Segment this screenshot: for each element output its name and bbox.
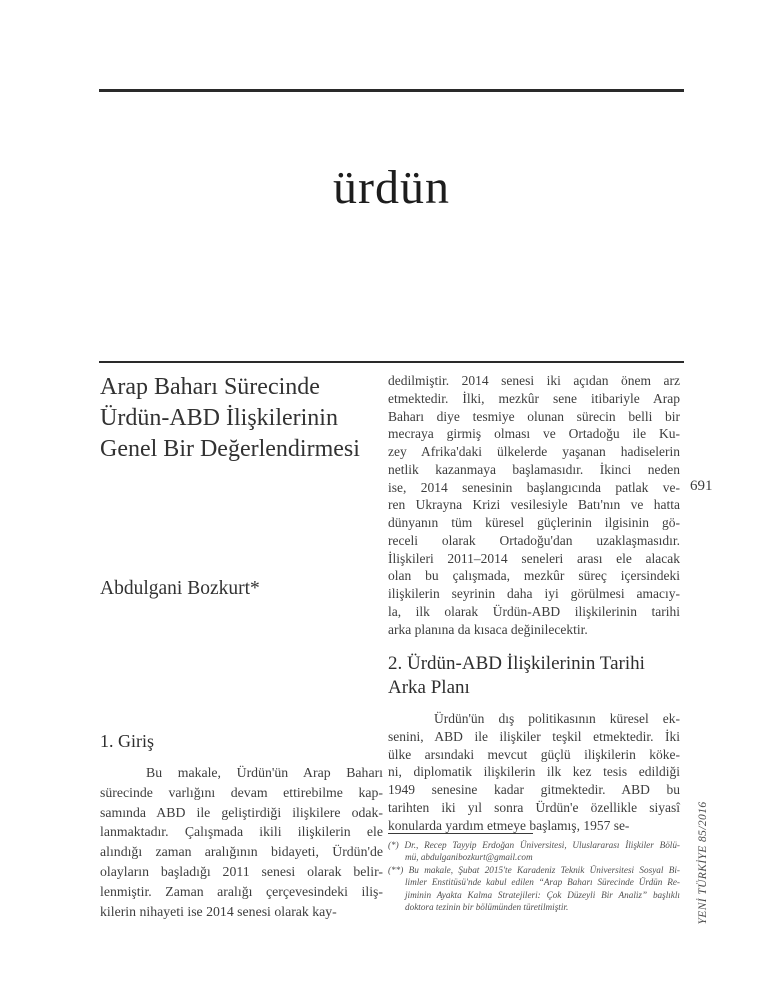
- author-name: Abdulgani Bozkurt*: [100, 578, 260, 599]
- text-line: Bu makale, Ürdün'ün Arap Baharı: [146, 765, 383, 780]
- history-paragraph: [388, 710, 680, 834]
- text-line: etmektedir. İlki, mezkûr sene itibariyle Arap: [388, 390, 680, 406]
- journal-imprint-vertical: YENİ TÜRKİYE 85/2016: [697, 801, 709, 925]
- text-line: dedilmiştir. 2014 senesi iki açıdan önem arz: [388, 373, 680, 388]
- text-line: konularda yardım etmeye başlamış, 1957 se-: [388, 817, 630, 833]
- text-line: netlik kazanmaya başlamasıdır. İkinci neden: [388, 461, 680, 477]
- text-line: samında ABD ile geliştirdiği ilişkilere odak-: [100, 804, 383, 820]
- text-line: Arap Baharı Sürecinde: [100, 374, 320, 400]
- text-line: Genel Bir Değerlendirmesi: [100, 436, 360, 462]
- top-rule: [99, 89, 684, 92]
- text-line: receli olarak Ortadoğu'dan uzaklaşmasıdır.: [388, 532, 680, 548]
- footnote-thesis-note: [388, 864, 680, 914]
- page-number: 691: [690, 478, 713, 494]
- section-1-heading: 1. Giriş: [100, 731, 154, 751]
- text-line: jiminin Ayakta Kalma Stratejileri: Çok Düzeyli Bir Analiz” başlıklı: [405, 889, 680, 900]
- text-line: mecraya girmiş olması ve Ortadoğu ile Ku-: [388, 426, 680, 442]
- text-line: ni, diplomatik ilişkilerin ilk kez tesis edildiği: [388, 764, 680, 780]
- text-line: lenmiştir. Zaman aralığı çerçevesindeki iliş-: [100, 883, 383, 899]
- continuation-paragraph: [388, 372, 680, 638]
- header-rule: [99, 361, 684, 363]
- footnote-separator-rule: [388, 833, 533, 834]
- text-line: Baharı diye tesmiye olunan sürecin belli bir: [388, 408, 680, 424]
- text-line: mü, abdulganibozkurt@gmail.com: [405, 852, 533, 863]
- text-line: arka planına da kısaca değinilecektir.: [388, 621, 588, 637]
- text-line: olan bu çalışmada, mezkûr süreç içersindeki: [388, 568, 680, 584]
- text-line: 2. Ürdün-ABD İlişkilerinin Tarihi: [388, 653, 645, 674]
- text-line: Ürdün-ABD İlişkilerinin: [100, 405, 338, 431]
- text-line: zey Afrika'daki ülkelerde yaşanan hadiselerin: [388, 444, 680, 459]
- text-line: İlişkileri 2011–2014 seneleri arası ele alacak: [388, 550, 680, 566]
- text-line: dünyanın tüm küresel güçlerinin ilgisinin gö-: [388, 515, 680, 530]
- footnote-author-affiliation: [388, 839, 680, 864]
- article-title: [100, 372, 385, 465]
- text-line: ülke arsındaki mevcut güçlü ilişkilerin köke-: [388, 746, 680, 762]
- text-line: la, ilk olarak Ürdün-ABD ilişkilerinin tarihi: [388, 603, 680, 619]
- text-line: (**) Bu makale, Şubat 2015'te Karadeniz Teknik Üniversitesi Sosyal Bi-: [388, 865, 680, 875]
- text-line: ilişkilerin seyrinin daha iyi görülmesi amacıy-: [388, 586, 680, 601]
- text-line: lanmaktadır. Çalışmada ikili ilişkilerin ele: [100, 824, 383, 840]
- text-line: kilerin nihayeti ise 2014 senesi olarak kay-: [100, 903, 337, 919]
- intro-paragraph: [100, 763, 383, 921]
- section-2-heading: [388, 652, 680, 700]
- text-line: senini, ABD ile ilişkiler teşkil etmektedir. İki: [388, 728, 680, 744]
- text-line: (*) Dr., Recep Tayyip Erdoğan Üniversitesi, Uluslararası İlişkiler Bölü-: [388, 840, 680, 850]
- text-line: olayların başladığı 2011 senesi olarak belir-: [100, 863, 383, 879]
- journal-section-title: ürdün: [333, 161, 450, 214]
- text-line: sürecinde varlığını devam ettirebilme kap-: [100, 784, 383, 800]
- text-line: 1949 senesine kadar gitmektedir. ABD bu: [388, 782, 680, 797]
- text-line: ren Ukrayna Krizi vesilesiyle Batı'nın ve hatta: [388, 497, 680, 513]
- text-line: alındığı zaman aralığının bidayeti, Ürdün'de: [100, 844, 383, 860]
- text-line: Arka Planı: [388, 677, 470, 698]
- text-line: Ürdün'ün dış politikasının küresel ek-: [434, 711, 680, 726]
- text-line: doktora tezinin bir bölümünden türetilmiştir.: [405, 902, 569, 913]
- text-line: limler Enstitüsü'nde kabul edilen “Arap Baharı Sürecinde Ürdün Re-: [405, 877, 680, 888]
- text-line: tarihten iki yıl sonra Ürdün'e özellikle siyasî: [388, 799, 680, 815]
- text-line: ise, 2014 senesinin başlangıcında patlak ve-: [388, 479, 680, 495]
